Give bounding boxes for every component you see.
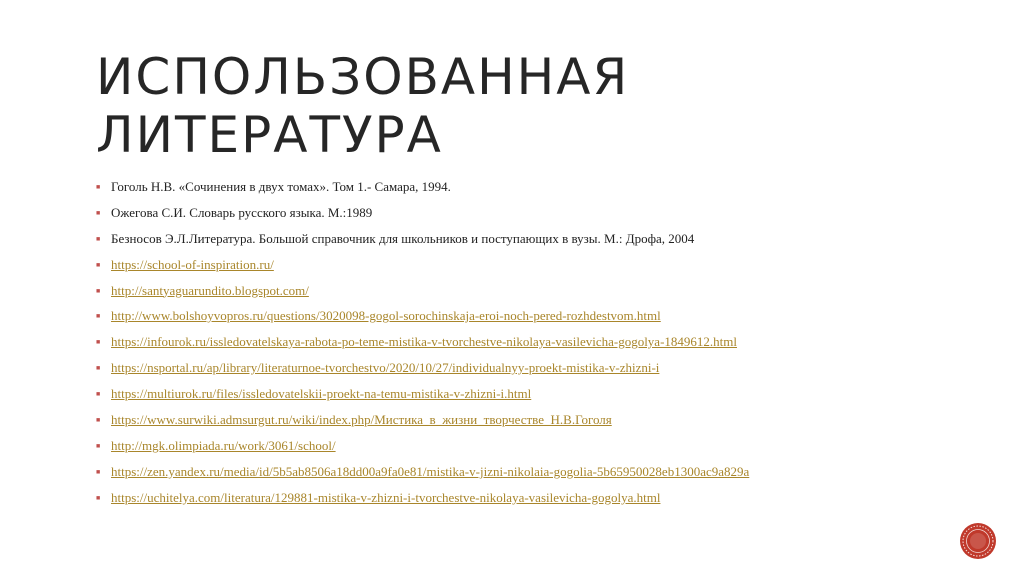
- bullet-icon: ■: [96, 208, 101, 217]
- bullet-icon: ■: [96, 312, 101, 321]
- bullet-icon: ■: [96, 441, 101, 450]
- bullet-icon: ■: [96, 364, 101, 373]
- bullet-icon: ■: [96, 234, 101, 243]
- reference-text: Безносов Э.Л.Литература. Большой справочник для школьников и поступающих в вузы. М.: Дрофа, 2004: [111, 230, 695, 246]
- reference-link[interactable]: https://zen.yandex.ru/media/id/5b5ab8506a18dd00a9fa0e81/mistika-v-jizni-nikolaia-gogolia-5b65950028eb1300ac9a829a: [111, 463, 750, 479]
- bullet-icon: ■: [96, 493, 101, 502]
- list-item: [96, 178, 956, 204]
- bullet-icon: ■: [96, 416, 101, 425]
- bullet-icon: ■: [96, 183, 101, 191]
- circular-seal-icon: [959, 522, 997, 560]
- list-item: [96, 385, 956, 411]
- bullet-icon: ■: [96, 286, 101, 295]
- list-item: [96, 204, 956, 230]
- bullet-icon: ■: [96, 467, 101, 476]
- reference-link[interactable]: https://nsportal.ru/ap/library/literaturnoe-tvorchestvo/2020/10/27/individualnyy-proekt-mistika-v-zhizni-i: [111, 360, 660, 376]
- list-item: [96, 411, 956, 437]
- bullet-icon: ■: [96, 390, 101, 399]
- reference-link[interactable]: http://www.bolshoyvopros.ru/questions/3020098-gogol-sorochinskaja-eroi-noch-pered-rozhdestvom.html: [111, 308, 661, 324]
- list-item: [96, 437, 956, 463]
- reference-link[interactable]: https://multiurok.ru/files/issledovatelskii-proekt-na-temu-mistika-v-zhizni-i.html: [111, 386, 532, 402]
- list-item: [96, 256, 956, 282]
- bullet-icon: ■: [96, 260, 101, 269]
- list-item: [96, 333, 956, 359]
- reference-link[interactable]: https://infourok.ru/issledovatelskaya-rabota-po-teme-mistika-v-tvorchestve-nikolaya-vasilevicha-gogolya-1849612.html: [111, 334, 737, 350]
- reference-link[interactable]: http://mgk.olimpiada.ru/work/3061/school/: [111, 437, 336, 453]
- reference-text: Ожегова С.И. Словарь русского языка. М.:1989: [111, 204, 373, 220]
- page-title: ИСПОЛЬЗОВАННАЯ ЛИТЕРАТУРА: [96, 48, 630, 164]
- reference-text: Гоголь Н.В. «Сочинения в двух томах». Том 1.- Самара, 1994.: [111, 179, 451, 194]
- list-item: [96, 463, 956, 489]
- reference-list: [96, 178, 956, 515]
- reference-link[interactable]: https://uchitelya.com/literatura/129881-mistika-v-zhizni-i-tvorchestve-nikolaya-vasilevicha-gogolya.html: [111, 489, 661, 505]
- reference-link[interactable]: https://www.surwiki.admsurgut.ru/wiki/index.php/Мистика_в_жизни_творчестве_Н.В.Гоголя: [111, 412, 612, 428]
- list-item: [96, 307, 956, 333]
- bullet-icon: ■: [96, 338, 101, 347]
- reference-link[interactable]: http://santyaguarundito.blogspot.com/: [111, 282, 309, 298]
- reference-link[interactable]: https://school-of-inspiration.ru/: [111, 256, 274, 272]
- list-item: [96, 359, 956, 385]
- list-item: [96, 282, 956, 308]
- list-item: [96, 489, 956, 515]
- list-item: [96, 230, 956, 256]
